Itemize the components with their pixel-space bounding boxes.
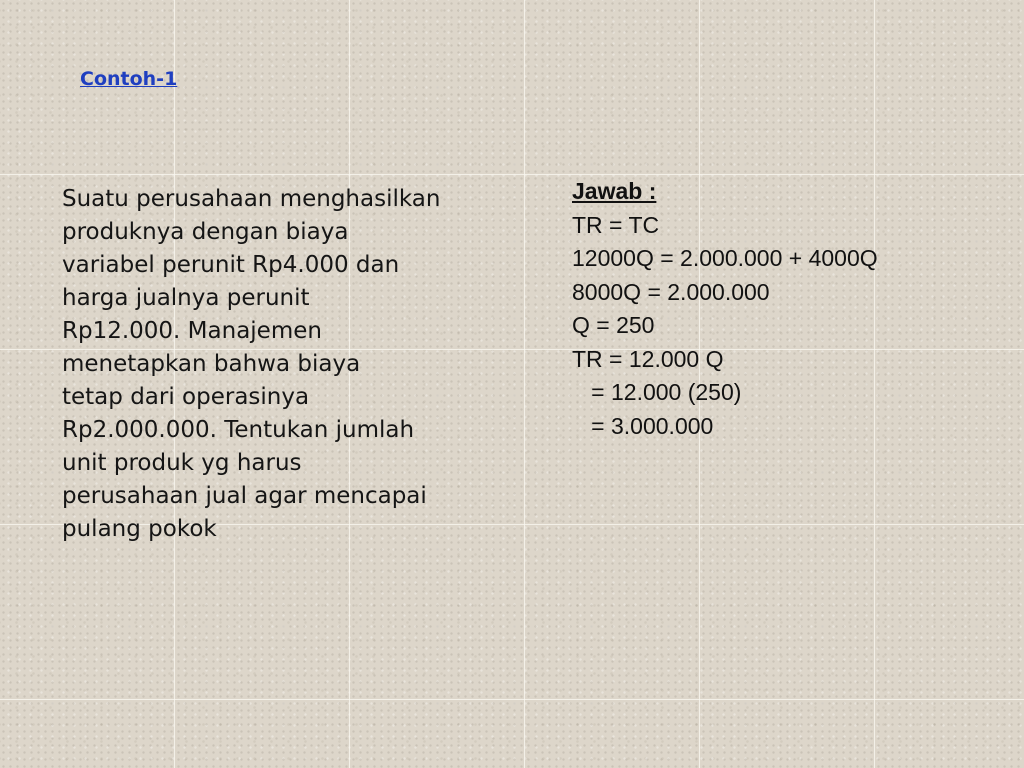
answer-line: TR = 12.000 Q [572, 345, 724, 372]
question-line: harga jualnya perunit [62, 285, 310, 311]
grid-line [524, 0, 525, 768]
question-line: Suatu perusahaan menghasilkan [62, 186, 441, 212]
grid-line [0, 699, 1024, 700]
answer-line: 8000Q = 2.000.000 [572, 278, 770, 305]
question-line: perusahaan jual agar mencapai [62, 483, 427, 509]
question-line: pulang pokok [62, 516, 217, 542]
answer-line: = 3.000.000 [572, 412, 714, 439]
question-line: Rp2.000.000. Tentukan jumlah [62, 417, 415, 443]
question-line: tetap dari operasinya [62, 384, 310, 410]
answer-line: TR = TC [572, 211, 660, 238]
answer-block [572, 175, 992, 443]
question-line: menetapkan bahwa biaya [62, 351, 361, 377]
question-line: produknya dengan biaya [62, 219, 349, 245]
question-line: Rp12.000. Manajemen [62, 318, 322, 344]
answer-line: = 12.000 (250) [572, 379, 742, 405]
slide-title: Contoh-1 [80, 68, 178, 90]
answer-line: Q = 250 [572, 312, 655, 338]
answer-line: 12000Q = 2.000.000 + 4000Q [572, 245, 878, 271]
question-line: unit produk yg harus [62, 450, 302, 476]
question-line: variabel perunit Rp4.000 dan [62, 252, 400, 278]
question-text [62, 183, 512, 546]
answer-heading: Jawab : [572, 178, 657, 204]
